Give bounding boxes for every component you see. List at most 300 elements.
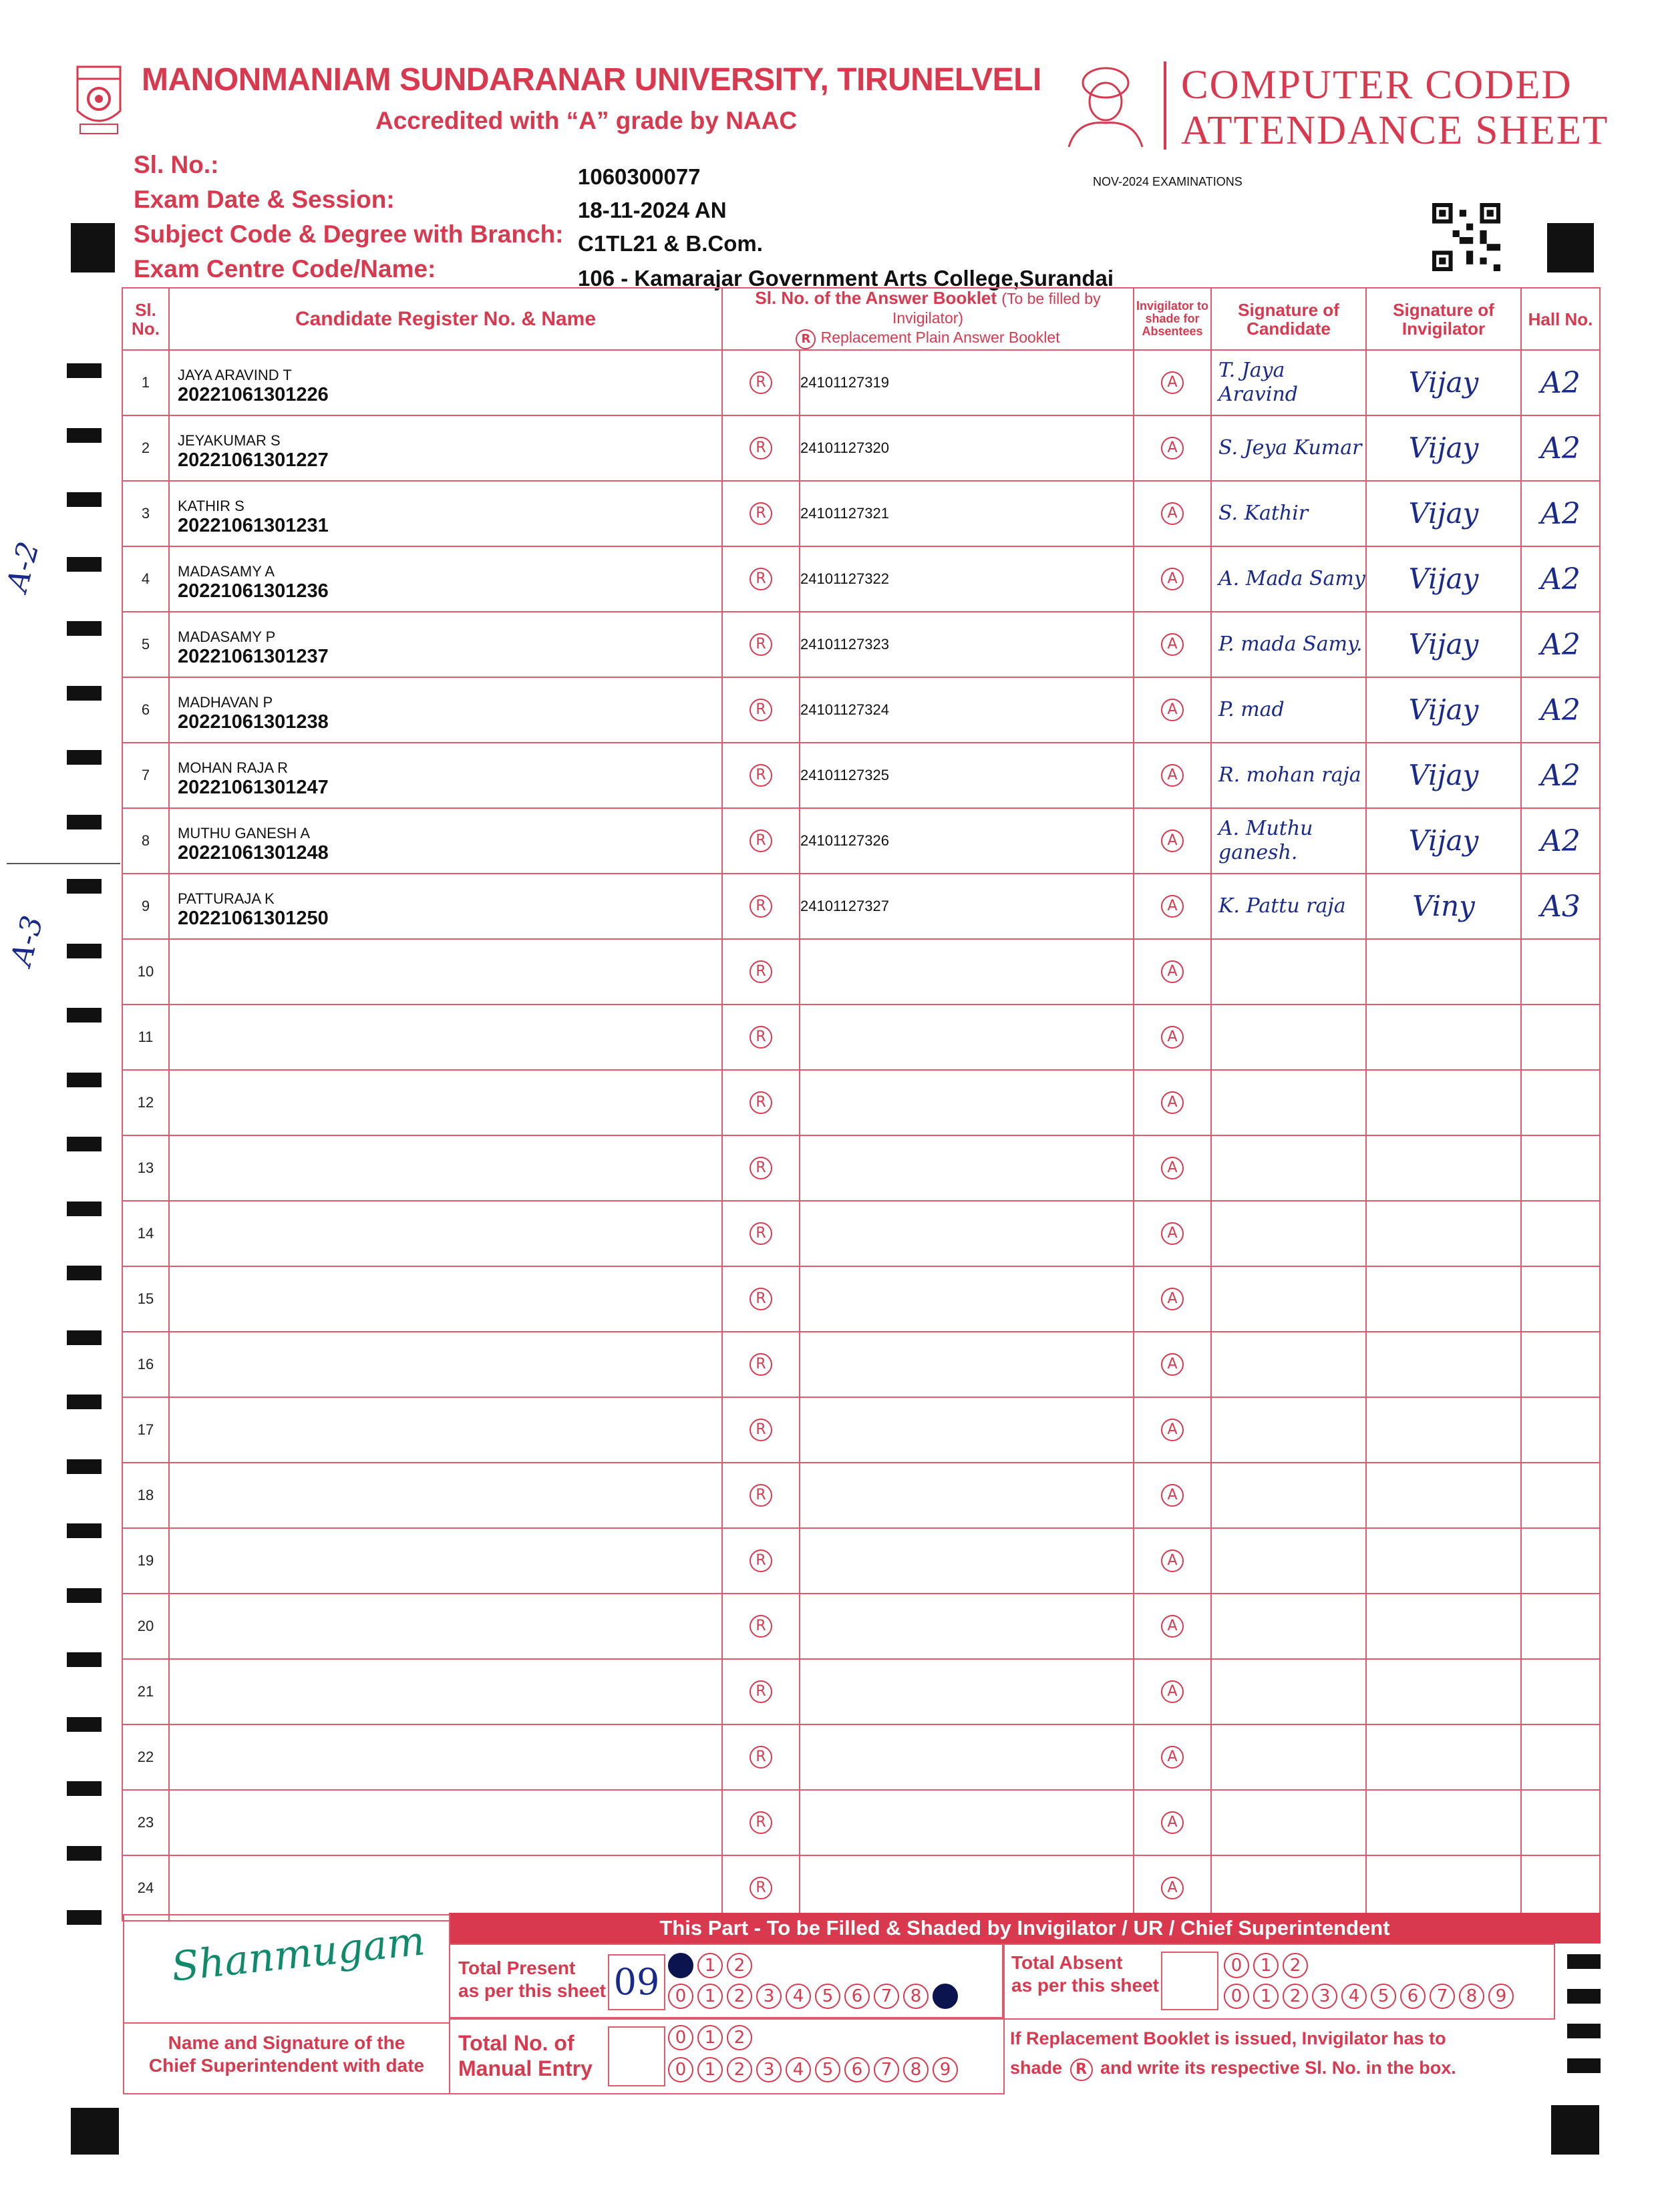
timing-mark <box>67 621 102 636</box>
qr-code-icon <box>1432 203 1500 271</box>
digit-bubble[interactable]: 9 <box>933 2057 958 2082</box>
invigilator-signature-cell[interactable] <box>1366 677 1521 743</box>
row-sl-no: 22 <box>122 1724 169 1790</box>
hall-number[interactable] <box>1521 1004 1600 1070</box>
digit-bubble[interactable]: 1 <box>697 2057 723 2082</box>
digit-bubble[interactable]: 7 <box>1430 1984 1455 2009</box>
replacement-bubble-icon[interactable]: R <box>750 1419 772 1441</box>
invigilator-signature-cell[interactable] <box>1366 481 1521 546</box>
digit-bubble[interactable]: 2 <box>1283 1984 1308 2009</box>
digit-bubble[interactable]: 2 <box>727 2025 752 2050</box>
replacement-bubble-icon[interactable]: R <box>750 1288 772 1310</box>
digit-bubble[interactable]: 8 <box>1459 1984 1484 2009</box>
table-row <box>122 481 1600 546</box>
replacement-note: If Replacement Booklet is issued, Invigilator has to shade R and write its respective Sl. No. in the box. <box>1010 2024 1456 2082</box>
present-tens-bubbles <box>668 1953 756 1978</box>
replacement-bubble-icon[interactable]: R <box>750 699 772 721</box>
hall-number[interactable]: A2 <box>1521 612 1600 677</box>
invigilator-signature: Vijay <box>1408 497 1479 530</box>
booklet-number[interactable] <box>800 939 1134 1004</box>
candidate-cell <box>169 1463 722 1528</box>
replacement-bubble-icon[interactable]: R <box>750 1549 772 1572</box>
invigilator-signature-cell[interactable] <box>1366 1070 1521 1135</box>
replacement-bubble-icon[interactable]: R <box>750 1026 772 1049</box>
candidate-signature-cell[interactable] <box>1211 1724 1366 1790</box>
absent-bubble-icon[interactable]: A <box>1161 960 1184 983</box>
timing-mark <box>1567 1954 1601 1969</box>
invigilator-signature-cell[interactable] <box>1366 1135 1521 1201</box>
replacement-bubble-cell <box>722 481 800 546</box>
digit-bubble[interactable]: 6 <box>844 2057 870 2082</box>
absent-bubble-icon[interactable]: A <box>1161 1091 1184 1114</box>
invigilator-signature-cell[interactable] <box>1366 1855 1521 1921</box>
candidate-signature: S. Jeya Kumar <box>1218 436 1362 459</box>
candidate-signature-cell[interactable] <box>1211 1201 1366 1266</box>
invigilator-signature-cell[interactable] <box>1366 1659 1521 1724</box>
replacement-bubble-icon[interactable]: R <box>750 568 772 590</box>
replacement-bubble-cell <box>722 743 800 808</box>
candidate-signature-cell[interactable] <box>1211 1528 1366 1594</box>
digit-bubble[interactable]: 6 <box>1400 1984 1426 2009</box>
hall-number[interactable] <box>1521 1855 1600 1921</box>
timing-mark <box>1567 2058 1601 2073</box>
total-absent-box <box>1002 1944 1555 2020</box>
timing-mark <box>67 1910 102 1925</box>
candidate-signature-cell[interactable] <box>1211 1463 1366 1528</box>
hall-number[interactable]: A2 <box>1521 743 1600 808</box>
digit-bubble[interactable]: 9 <box>933 1984 958 2009</box>
table-row <box>122 1659 1600 1724</box>
digit-bubble[interactable]: 5 <box>815 2057 840 2082</box>
digit-bubble[interactable]: 5 <box>1371 1984 1396 2009</box>
invigilator-signature-cell[interactable] <box>1366 1724 1521 1790</box>
replacement-bubble-icon[interactable]: R <box>750 633 772 656</box>
digit-bubble[interactable]: 2 <box>727 1953 752 1978</box>
replacement-bubble-cell <box>722 1594 800 1659</box>
absent-bubble-icon[interactable]: A <box>1161 1746 1184 1769</box>
absent-bubble-cell <box>1134 1659 1211 1724</box>
booklet-number[interactable]: 24101127326 <box>800 808 1134 874</box>
booklet-number[interactable] <box>800 1266 1134 1332</box>
total-present-label: Total Present as per this sheet <box>458 1958 606 2001</box>
timing-mark <box>67 1523 102 1538</box>
invigilator-signature-cell[interactable] <box>1366 1266 1521 1332</box>
table-row <box>122 1070 1600 1135</box>
subject-label: Subject Code & Degree with Branch: <box>134 220 564 248</box>
digit-bubble[interactable]: 0 <box>668 2057 693 2082</box>
booklet-number[interactable] <box>800 1135 1134 1201</box>
absent-bubble-cell <box>1134 1070 1211 1135</box>
table-row <box>122 1201 1600 1266</box>
booklet-number[interactable] <box>800 1397 1134 1463</box>
hall-number[interactable] <box>1521 1135 1600 1201</box>
replacement-bubble-cell <box>722 1397 800 1463</box>
digit-bubble[interactable]: 2 <box>727 2057 752 2082</box>
absent-bubble-icon[interactable]: A <box>1161 502 1184 525</box>
row-sl-no: 8 <box>122 808 169 874</box>
hall-number[interactable]: A3 <box>1521 874 1600 939</box>
candidate-signature-cell[interactable] <box>1211 1855 1366 1921</box>
candidate-cell <box>169 743 722 808</box>
timing-mark <box>1567 2024 1601 2038</box>
manual-entry-field[interactable] <box>608 2026 665 2086</box>
booklet-number[interactable]: 24101127327 <box>800 874 1134 939</box>
candidate-signature: K. Pattu raja <box>1218 894 1346 918</box>
booklet-number[interactable]: 24101127325 <box>800 743 1134 808</box>
hall-number[interactable] <box>1521 1266 1600 1332</box>
total-present-entry[interactable]: 09 <box>608 1954 665 2010</box>
digit-bubble[interactable]: 1 <box>697 1953 723 1978</box>
candidate-signature-cell[interactable] <box>1211 612 1366 677</box>
candidate-signature-cell[interactable] <box>1211 1332 1366 1397</box>
hall-number[interactable]: A2 <box>1521 808 1600 874</box>
invigilator-signature-cell[interactable] <box>1366 1201 1521 1266</box>
hall-number[interactable]: A2 <box>1521 481 1600 546</box>
absent-bubble-icon[interactable]: A <box>1161 633 1184 656</box>
invigilator-signature-cell[interactable] <box>1366 1463 1521 1528</box>
booklet-number[interactable] <box>800 1201 1134 1266</box>
table-row <box>122 1463 1600 1528</box>
absent-bubble-cell <box>1134 1135 1211 1201</box>
absent-bubble-icon[interactable]: A <box>1161 437 1184 459</box>
table-row <box>122 743 1600 808</box>
absent-bubble-icon[interactable]: A <box>1161 1157 1184 1179</box>
table-row <box>122 1790 1600 1855</box>
booklet-number[interactable] <box>800 1070 1134 1135</box>
present-unit-bubbles <box>668 1984 962 2009</box>
absent-bubble-icon[interactable]: A <box>1161 1877 1184 1899</box>
replacement-bubble-cell <box>722 415 800 481</box>
booklet-number[interactable]: 24101127323 <box>800 612 1134 677</box>
digit-bubble[interactable]: 3 <box>1312 1984 1337 2009</box>
row-sl-no: 3 <box>122 481 169 546</box>
absent-bubble-icon[interactable]: A <box>1161 1026 1184 1049</box>
timing-mark <box>67 1652 102 1667</box>
booklet-number[interactable]: 24101127321 <box>800 481 1134 546</box>
hall-number[interactable]: A2 <box>1521 546 1600 612</box>
table-row <box>122 677 1600 743</box>
hall-number[interactable] <box>1521 1724 1600 1790</box>
col-sig-candidate: Signature of Candidate <box>1211 288 1366 350</box>
candidate-signature-cell[interactable] <box>1211 874 1366 939</box>
candidate-cell <box>169 1397 722 1463</box>
candidate-signature-cell[interactable] <box>1211 1594 1366 1659</box>
hall-number[interactable]: A2 <box>1521 350 1600 415</box>
booklet-number[interactable] <box>800 1855 1134 1921</box>
timing-mark <box>67 363 102 378</box>
replacement-bubble-icon[interactable]: R <box>750 371 772 394</box>
candidate-signature-cell[interactable] <box>1211 1790 1366 1855</box>
candidate-name: KATHIR S <box>178 497 244 514</box>
table-row <box>122 1004 1600 1070</box>
exam-date-value: 18-11-2024 AN <box>578 198 727 222</box>
absent-bubble-icon[interactable]: A <box>1161 568 1184 590</box>
candidate-name: MADHAVAN P <box>178 693 273 711</box>
replacement-bubble-icon[interactable]: R <box>750 960 772 983</box>
absent-bubble-cell <box>1134 415 1211 481</box>
centre-label: Exam Centre Code/Name: <box>134 255 436 283</box>
margin-note: A-2 <box>0 538 46 596</box>
candidate-name: JAYA ARAVIND T <box>178 366 292 383</box>
digit-bubble[interactable]: 3 <box>756 2057 782 2082</box>
invigilator-signature-cell[interactable] <box>1366 350 1521 415</box>
absent-bubble-cell <box>1134 612 1211 677</box>
absent-bubble-icon[interactable]: A <box>1161 699 1184 721</box>
booklet-number[interactable] <box>800 1594 1134 1659</box>
row-sl-no: 23 <box>122 1790 169 1855</box>
hall-number[interactable] <box>1521 1201 1600 1266</box>
manual-entry-label: Total No. of Manual Entry <box>458 2031 593 2080</box>
absent-bubble-icon[interactable]: A <box>1161 764 1184 787</box>
digit-bubble[interactable]: 4 <box>786 1984 811 2009</box>
candidate-cell <box>169 808 722 874</box>
candidate-signature-cell[interactable] <box>1211 1266 1366 1332</box>
booklet-number[interactable]: 24101127320 <box>800 415 1134 481</box>
replacement-bubble-cell <box>722 1266 800 1332</box>
row-sl-no: 20 <box>122 1594 169 1659</box>
candidate-signature-cell[interactable] <box>1211 939 1366 1004</box>
registration-mark <box>1547 223 1594 272</box>
invigilator-signature: Viny <box>1412 890 1475 922</box>
hall-number[interactable] <box>1521 1528 1600 1594</box>
candidate-signature-cell[interactable] <box>1211 677 1366 743</box>
digit-bubble[interactable]: 7 <box>874 2057 899 2082</box>
hall-number[interactable] <box>1521 1463 1600 1528</box>
candidate-signature-cell[interactable] <box>1211 1004 1366 1070</box>
invigilator-signature-cell[interactable] <box>1366 1004 1521 1070</box>
digit-bubble[interactable]: 0 <box>1224 1953 1249 1978</box>
booklet-number[interactable] <box>800 1463 1134 1528</box>
replacement-bubble-icon[interactable]: R <box>750 437 772 459</box>
invigilator-signature-cell[interactable] <box>1366 1397 1521 1463</box>
candidate-signature-cell[interactable] <box>1211 1397 1366 1463</box>
timing-mark <box>67 1459 102 1474</box>
absent-bubble-cell <box>1134 1724 1211 1790</box>
absent-bubble-icon[interactable]: A <box>1161 1549 1184 1572</box>
digit-bubble[interactable]: 4 <box>786 2057 811 2082</box>
digit-bubble[interactable]: 2 <box>1283 1953 1308 1978</box>
digit-bubble[interactable]: 5 <box>815 1984 840 2009</box>
absent-bubble-cell <box>1134 1397 1211 1463</box>
digit-bubble[interactable]: 8 <box>903 2057 929 2082</box>
table-row <box>122 1594 1600 1659</box>
replacement-bubble-cell <box>722 1135 800 1201</box>
booklet-number[interactable] <box>800 1724 1134 1790</box>
replacement-bubble-icon[interactable]: R <box>750 1877 772 1899</box>
absent-bubble-icon[interactable]: A <box>1161 1353 1184 1376</box>
candidate-signature: R. mohan raja <box>1218 763 1361 787</box>
replacement-bubble-icon[interactable]: R <box>750 830 772 852</box>
col-booklet: Sl. No. of the Answer Booklet (To be filled by Invigilator) R Replacement Plain Answer Booklet <box>722 288 1134 350</box>
digit-bubble[interactable]: 3 <box>756 1984 782 2009</box>
candidate-signature-cell[interactable] <box>1211 415 1366 481</box>
absent-bubble-cell <box>1134 939 1211 1004</box>
hall-number[interactable] <box>1521 1397 1600 1463</box>
invigilator-signature-cell[interactable] <box>1366 612 1521 677</box>
hall-number[interactable] <box>1521 1790 1600 1855</box>
digit-bubble[interactable]: 0 <box>668 1984 693 2009</box>
replacement-bubble-icon[interactable]: R <box>750 1680 772 1703</box>
digit-bubble[interactable]: 0 <box>668 1953 693 1978</box>
digit-bubble[interactable]: 4 <box>1341 1984 1367 2009</box>
hall-number[interactable]: A2 <box>1521 677 1600 743</box>
absent-bubble-icon[interactable]: A <box>1161 830 1184 852</box>
table-row <box>122 1332 1600 1397</box>
hall-number[interactable] <box>1521 1332 1600 1397</box>
timing-mark <box>67 1781 102 1796</box>
invigilator-signature: Vijay <box>1408 693 1479 726</box>
digit-bubble[interactable]: 1 <box>1253 1953 1279 1978</box>
row-sl-no: 2 <box>122 415 169 481</box>
invigilator-signature-cell[interactable] <box>1366 415 1521 481</box>
booklet-number[interactable] <box>800 1004 1134 1070</box>
absent-bubble-icon[interactable]: A <box>1161 1615 1184 1638</box>
replacement-bubble-cell <box>722 1790 800 1855</box>
col-absentees: Invigilator to shade for Absentees <box>1134 288 1211 350</box>
replacement-bubble-icon[interactable]: R <box>750 1811 772 1834</box>
digit-bubble[interactable]: 2 <box>727 1984 752 2009</box>
row-sl-no: 21 <box>122 1659 169 1724</box>
replacement-bubble-icon[interactable]: R <box>750 895 772 918</box>
digit-bubble[interactable]: 1 <box>697 2025 723 2050</box>
candidate-cell <box>169 1201 722 1266</box>
register-number: 20221061301247 <box>178 776 329 798</box>
replacement-bubble-icon[interactable]: R <box>750 502 772 525</box>
table-row <box>122 612 1600 677</box>
replacement-bubble-icon[interactable]: R <box>750 1746 772 1769</box>
invigilator-signature-cell[interactable] <box>1366 1594 1521 1659</box>
row-sl-no: 17 <box>122 1397 169 1463</box>
replacement-bubble-cell <box>722 1070 800 1135</box>
hall-number[interactable] <box>1521 939 1600 1004</box>
sl-no-label: Sl. No.: <box>134 151 219 178</box>
booklet-number[interactable] <box>800 1790 1134 1855</box>
chief-signature: Shanmugam <box>169 1917 428 1991</box>
absent-bubble-icon[interactable]: A <box>1161 1288 1184 1310</box>
candidate-cell <box>169 612 722 677</box>
booklet-number[interactable] <box>800 1659 1134 1724</box>
university-logo <box>72 64 126 138</box>
table-row <box>122 874 1600 939</box>
row-sl-no: 13 <box>122 1135 169 1201</box>
candidate-signature-cell[interactable] <box>1211 350 1366 415</box>
replacement-bubble-icon[interactable]: R <box>750 1222 772 1245</box>
invigilator-signature: Vijay <box>1408 824 1479 857</box>
invigilator-signature-cell[interactable] <box>1366 1528 1521 1594</box>
candidate-signature-cell[interactable] <box>1211 1135 1366 1201</box>
invigilator-signature-cell[interactable] <box>1366 743 1521 808</box>
absent-bubble-icon[interactable]: A <box>1161 1222 1184 1245</box>
invigilator-signature-cell[interactable] <box>1366 1790 1521 1855</box>
row-sl-no: 11 <box>122 1004 169 1070</box>
candidate-signature-cell[interactable] <box>1211 1070 1366 1135</box>
hall-number[interactable] <box>1521 1594 1600 1659</box>
hall-number[interactable]: A2 <box>1521 415 1600 481</box>
replacement-bubble-cell <box>722 1201 800 1266</box>
timing-mark <box>67 1073 102 1087</box>
timing-mark <box>67 879 102 894</box>
candidate-signature-cell[interactable] <box>1211 808 1366 874</box>
booklet-number[interactable] <box>800 1332 1134 1397</box>
digit-bubble[interactable]: 1 <box>1253 1984 1279 2009</box>
invigilator-signature-cell[interactable] <box>1366 874 1521 939</box>
hall-number[interactable] <box>1521 1659 1600 1724</box>
register-number: 20221061301237 <box>178 645 329 667</box>
booklet-number[interactable]: 24101127324 <box>800 677 1134 743</box>
row-sl-no: 1 <box>122 350 169 415</box>
centre-value: 106 - Kamarajar Government Arts College,Surandai <box>578 266 1114 291</box>
digit-bubble[interactable]: 0 <box>1224 1984 1249 2009</box>
absent-bubble-icon[interactable]: A <box>1161 371 1184 394</box>
booklet-number[interactable] <box>800 1528 1134 1594</box>
candidate-signature-cell[interactable] <box>1211 1659 1366 1724</box>
absent-bubble-cell <box>1134 743 1211 808</box>
replacement-bubble-cell <box>722 1724 800 1790</box>
candidate-cell <box>169 1332 722 1397</box>
table-row <box>122 1724 1600 1790</box>
absent-bubble-cell <box>1134 1004 1211 1070</box>
replacement-bubble-icon[interactable]: R <box>750 764 772 787</box>
digit-bubble[interactable]: 9 <box>1488 1984 1514 2009</box>
hall-number[interactable] <box>1521 1070 1600 1135</box>
replacement-bubble-icon[interactable]: R <box>750 1091 772 1114</box>
digit-bubble[interactable]: 7 <box>874 1984 899 2009</box>
timing-mark <box>67 815 102 830</box>
absent-bubble-icon[interactable]: A <box>1161 1419 1184 1441</box>
replacement-bubble-icon[interactable]: R <box>750 1353 772 1376</box>
register-number: 20221061301238 <box>178 711 329 733</box>
invigilator-signature-cell[interactable] <box>1366 939 1521 1004</box>
invigilator-signature-cell[interactable] <box>1366 546 1521 612</box>
digit-bubble[interactable]: 0 <box>668 2025 693 2050</box>
replacement-bubble-icon[interactable]: R <box>750 1484 772 1507</box>
footer-band: This Part - To be Filled & Shaded by Invigilator / UR / Chief Superintendent <box>449 1913 1601 1944</box>
accreditation: Accredited with “A” grade by NAAC <box>375 107 798 134</box>
total-absent-entry[interactable] <box>1161 1952 1218 2010</box>
invigilator-signature-cell[interactable] <box>1366 1332 1521 1397</box>
absent-bubble-cell <box>1134 481 1211 546</box>
booklet-number[interactable]: 24101127319 <box>800 350 1134 415</box>
absent-unit-bubbles <box>1224 1984 1518 2009</box>
candidate-signature-cell[interactable] <box>1211 743 1366 808</box>
absent-tens-bubbles <box>1224 1953 1312 1978</box>
absent-bubble-icon[interactable]: A <box>1161 895 1184 918</box>
timing-mark <box>67 428 102 443</box>
replacement-bubble-icon[interactable]: R <box>750 1615 772 1638</box>
replacement-bubble-cell <box>722 350 800 415</box>
replacement-bubble-icon[interactable]: R <box>750 1157 772 1179</box>
invigilator-signature-cell[interactable] <box>1366 808 1521 874</box>
absent-bubble-icon[interactable]: A <box>1161 1680 1184 1703</box>
booklet-number[interactable]: 24101127322 <box>800 546 1134 612</box>
candidate-cell <box>169 415 722 481</box>
col-hall: Hall No. <box>1521 288 1600 350</box>
manual-entry-box <box>449 2017 1005 2094</box>
digit-bubble[interactable]: 8 <box>903 1984 929 2009</box>
absent-bubble-icon[interactable]: A <box>1161 1811 1184 1834</box>
candidate-signature-cell[interactable] <box>1211 546 1366 612</box>
replacement-bubble-cell <box>722 874 800 939</box>
row-sl-no: 19 <box>122 1528 169 1594</box>
candidate-signature-cell[interactable] <box>1211 481 1366 546</box>
digit-bubble[interactable]: 1 <box>697 1984 723 2009</box>
timing-mark <box>67 1202 102 1216</box>
digit-bubble[interactable]: 6 <box>844 1984 870 2009</box>
absent-bubble-cell <box>1134 1594 1211 1659</box>
table-row <box>122 546 1600 612</box>
absent-bubble-icon[interactable]: A <box>1161 1484 1184 1507</box>
candidate-cell <box>169 546 722 612</box>
